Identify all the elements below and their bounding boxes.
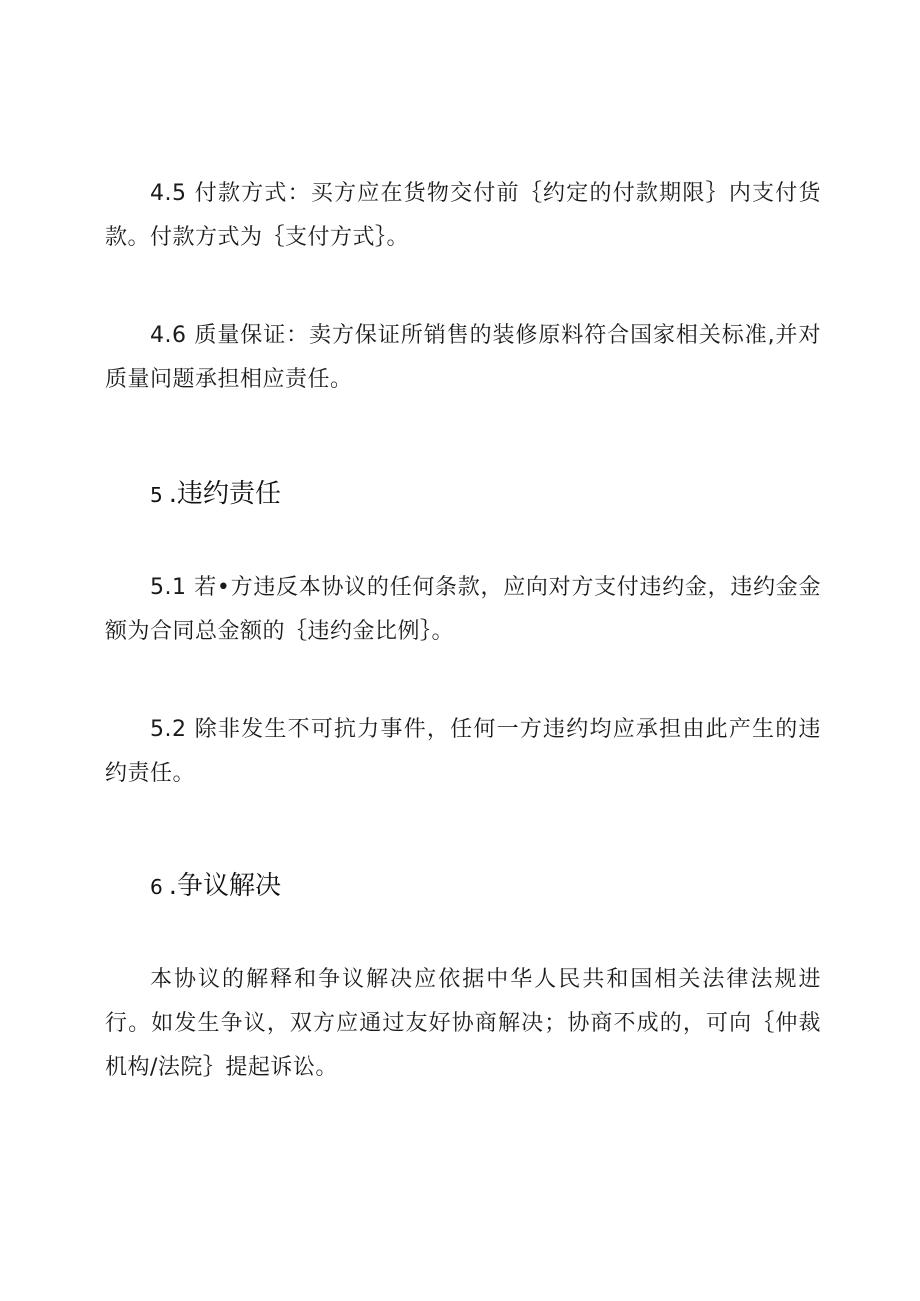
section-number: 6	[150, 875, 163, 899]
clause-text: 除非发生不可抗力事件，任何一方违约均应承担由此产生的违约责任。	[105, 717, 821, 786]
clause-text: 付款方式：买方应在货物交付前｛约定的付款期限｝内支付货款。付款方式为｛支付方式｝。	[105, 181, 821, 250]
section-title: .争议解决	[168, 871, 281, 901]
clause-number: 4.6	[150, 323, 187, 348]
paragraph-text: 本协议的解释和争议解决应依据中华人民共和国相关法律法规进行。如发生争议，双方应通过友好协商解决；协商不成的，可向｛仲裁机构/法院｝提起诉讼。	[105, 967, 821, 1080]
section-heading-5	[150, 476, 281, 513]
clause-5-2	[105, 708, 821, 796]
clause-4-5	[105, 172, 821, 260]
section-title: .违约责任	[168, 479, 281, 509]
clause-4-6	[105, 314, 821, 402]
clause-text: 质量保证：卖方保证所销售的装修原料符合国家相关标准,并对质量问题承担相应责任。	[105, 323, 821, 392]
clause-number: 4.5	[150, 181, 187, 206]
section-number: 5	[150, 483, 163, 507]
clause-text: 若•方违反本协议的任何条款，应向对方支付违约金，违约金金额为合同总金额的｛违约金比例｝。	[105, 575, 821, 644]
dispute-resolution-paragraph	[105, 958, 821, 1090]
clause-5-1	[105, 566, 821, 654]
section-heading-6	[150, 868, 281, 905]
clause-number: 5.2	[150, 717, 187, 742]
clause-number: 5.1	[150, 575, 187, 600]
